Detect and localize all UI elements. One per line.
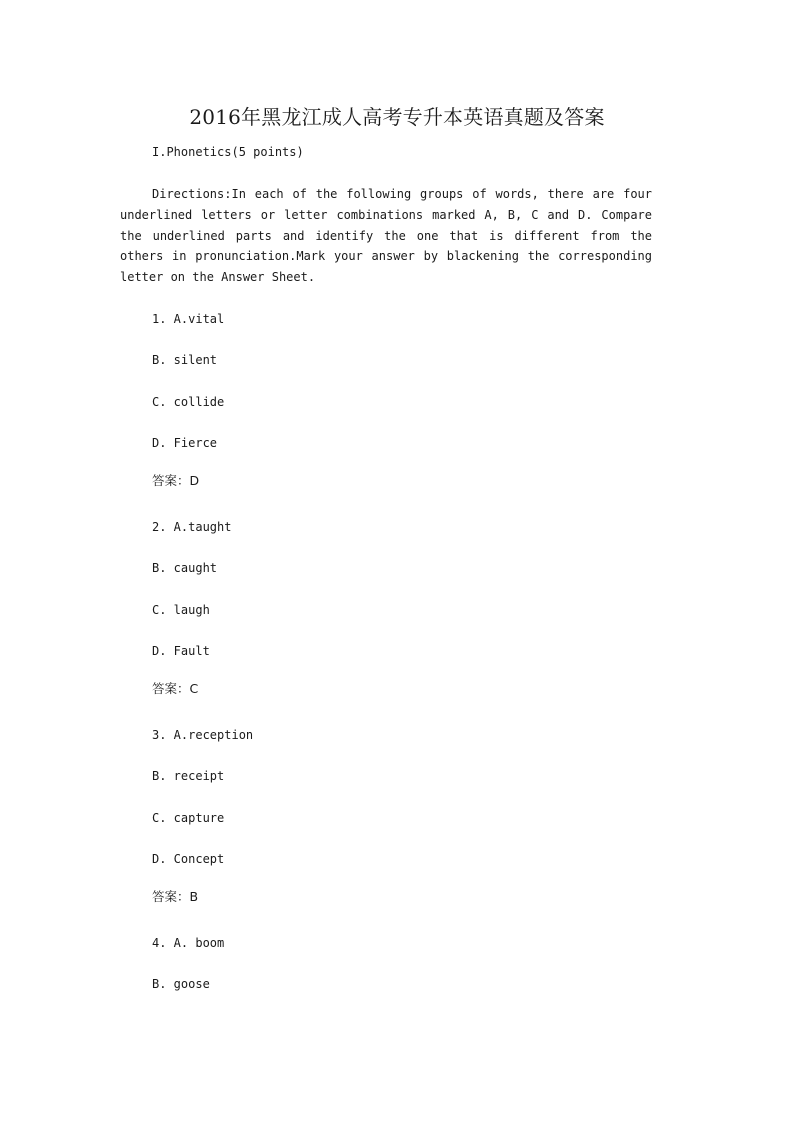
question-2-option-c: C. laugh xyxy=(152,603,210,617)
question-2-option-b: B. caught xyxy=(152,561,218,575)
question-1-option-b: B. silent xyxy=(152,353,218,367)
question-4-option-a: 4. A. boom xyxy=(152,936,225,950)
question-3-option-a: 3. A.reception xyxy=(152,728,254,742)
question-3-option-d: D. Concept xyxy=(152,852,225,866)
question-1-answer: 答案：D xyxy=(152,473,200,488)
document-title: 2016年黑龙江成人高考专升本英语真题及答案 xyxy=(189,105,605,129)
question-3-option-c: C. capture xyxy=(152,811,225,825)
question-3-option-b: B. receipt xyxy=(152,769,225,783)
directions-paragraph: Directions:In each of the following groups of words, there are four underlined letters or letter combinations marked A, B, C and D. Compare the underlined parts and identify the one that is different from the others in pronunciation.Mark your answer by blackening the corresponding letter on the Answer Sheet. xyxy=(120,187,652,285)
question-1-option-c: C. collide xyxy=(152,395,225,409)
section-heading: I.Phonetics(5 points) xyxy=(152,145,304,159)
question-1-option-a: 1. A.vital xyxy=(152,312,225,326)
question-3-answer: 答案：B xyxy=(152,889,199,904)
question-4-option-b: B. goose xyxy=(152,977,210,991)
question-2-option-a: 2. A.taught xyxy=(152,520,232,534)
question-2-answer: 答案：C xyxy=(152,681,199,696)
question-1-option-d: D. Fierce xyxy=(152,436,218,450)
question-2-option-d: D. Fault xyxy=(152,644,210,658)
